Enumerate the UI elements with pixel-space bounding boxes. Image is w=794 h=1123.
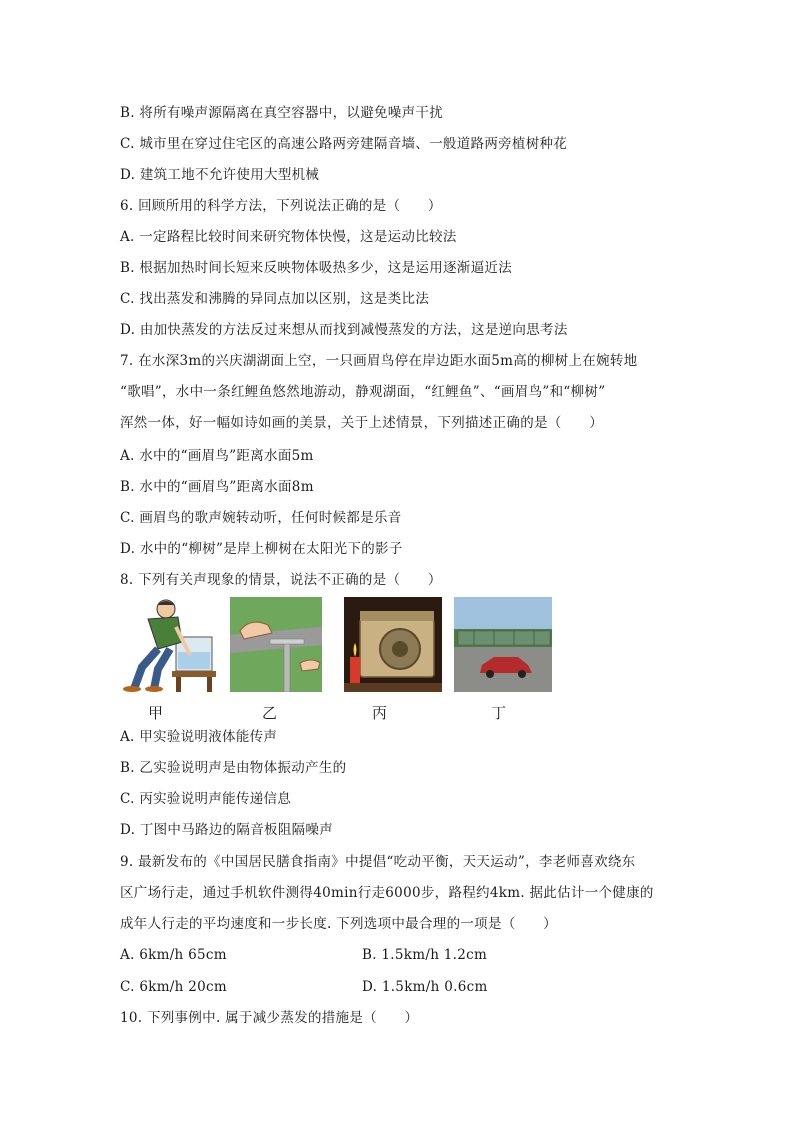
q9-stem-line1: 9. 最新发布的《中国居民膳食指南》中提倡“吃动平衡，天天运动”，李老师喜欢绕东 (120, 854, 636, 870)
figure-ding-image (454, 597, 552, 692)
figure-label-jia: 甲 (148, 704, 164, 722)
q7-option-a: A. 水中的“画眉鸟”距离水面5m (120, 448, 314, 464)
q7-option-b: B. 水中的“画眉鸟”距离水面8m (120, 479, 314, 495)
q8-stem: 8. 下列有关声现象的情景，说法不正确的是（ ） (120, 572, 442, 588)
q6-stem: 6. 回顾所用的科学方法，下列说法正确的是（ ） (120, 198, 442, 214)
q9-stem-line2: 区广场行走，通过手机软件测得40min行走6000步，路程约4km. 据此估计一个健康的 (120, 885, 654, 901)
q7-stem-line2: “歌唱”，水中一条红鲤鱼悠然地游动，静观湖面，“红鲤鱼”、“画眉鸟”和“柳树” (120, 384, 606, 400)
q5-option-b: B. 将所有噪声源隔离在真空容器中，以避免噪声干扰 (120, 105, 444, 121)
q6-option-c: C. 找出蒸发和沸腾的异同点加以区别，这是类比法 (120, 291, 430, 307)
figure-label-bing: 丙 (372, 704, 388, 722)
q8-option-c: C. 丙实验说明声能传递信息 (120, 791, 292, 807)
q10-stem: 10. 下列事例中. 属于减少蒸发的措施是（ ） (120, 1010, 419, 1026)
q9-option-b: B. 1.5km/h 1.2cm (362, 947, 488, 963)
q5-option-c: C. 城市里在穿过住宅区的高速公路两旁建隔音墙、一般道路两旁植树种花 (120, 136, 568, 152)
figure-label-yi: 乙 (262, 704, 278, 722)
q9-option-d: D. 1.5km/h 0.6cm (362, 979, 488, 995)
figure-jia-image (118, 597, 216, 692)
q6-option-d: D. 由加快蒸发的方法反过来想从而找到减慢蒸发的方法，这是逆向思考法 (120, 322, 568, 338)
q9-option-c: C. 6km/h 20cm (120, 979, 227, 995)
q8-option-d: D. 丁图中马路边的隔音板阻隔噪声 (120, 822, 334, 838)
q7-option-d: D. 水中的“柳树”是岸上柳树在太阳光下的影子 (120, 541, 403, 557)
q7-option-c: C. 画眉鸟的歌声婉转动听，任何时候都是乐音 (120, 510, 402, 526)
q5-option-d: D. 建筑工地不允许使用大型机械 (120, 167, 320, 183)
figure-label-ding: 丁 (491, 704, 507, 722)
figure-yi-image (230, 597, 322, 692)
q9-stem-line3: 成年人行走的平均速度和一步长度. 下列选项中最合理的一项是（ ） (120, 916, 557, 932)
q6-option-b: B. 根据加热时间长短来反映物体吸热多少，这是运用逐渐逼近法 (120, 260, 513, 276)
q8-option-a: A. 甲实验说明液体能传声 (120, 729, 278, 745)
q8-option-b: B. 乙实验说明声是由物体振动产生的 (120, 760, 347, 776)
q9-option-a: A. 6km/h 65cm (120, 947, 227, 963)
q6-option-a: A. 一定路程比较时间来研究物体快慢，这是运动比较法 (120, 229, 457, 245)
q7-stem-line3: 浑然一体，好一幅如诗如画的美景，关于上述情景，下列描述正确的是（ ） (120, 415, 603, 431)
figure-bing-image (344, 597, 442, 692)
q7-stem-line1: 7. 在水深3m的兴庆湖湖面上空，一只画眉鸟停在岸边距水面5m高的柳树上在婉转地 (120, 353, 638, 369)
